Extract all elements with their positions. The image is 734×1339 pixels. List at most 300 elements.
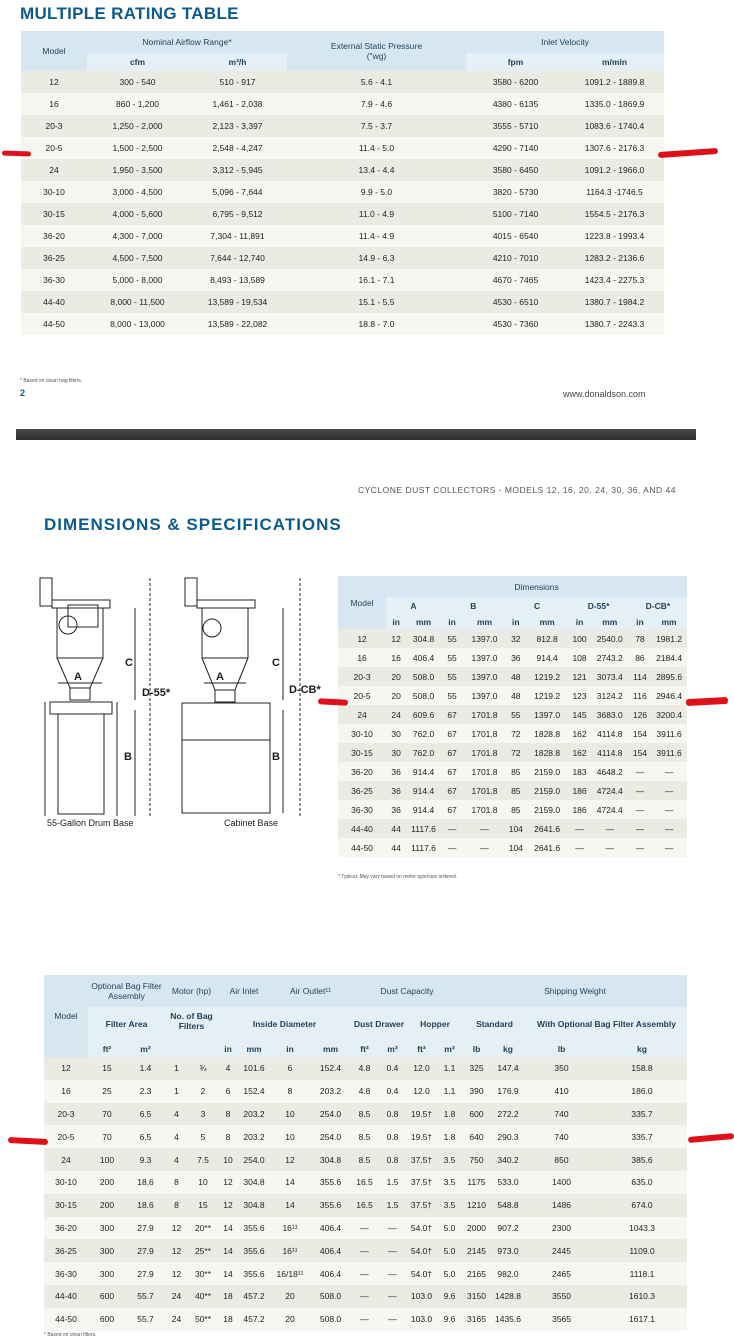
esp-unit: ("wg): [366, 51, 387, 61]
table-cell: 20-5: [21, 137, 87, 159]
table-cell: 9.9 - 5.0: [287, 181, 466, 203]
caption-drum-base: 55-Gallon Drum Base: [47, 818, 134, 828]
table-cell: 5,000 - 8,000: [87, 269, 188, 291]
table-cell: 3150: [463, 1285, 490, 1308]
table-cell: 36-30: [44, 1262, 88, 1285]
table-cell: 8: [165, 1171, 188, 1194]
table-row: [338, 667, 687, 686]
table-cell: —: [378, 1217, 407, 1240]
table-cell: 1.5: [378, 1171, 407, 1194]
table-row: [21, 247, 664, 269]
table-cell: 4.8: [351, 1057, 378, 1080]
table-cell: 4.8: [351, 1080, 378, 1103]
table-cell: 4: [218, 1057, 238, 1080]
table-cell: 254.0: [310, 1125, 351, 1148]
table-cell: 114: [629, 667, 651, 686]
spec-col-dust-capacity: Dust Capacity: [351, 975, 463, 1007]
table-cell: 20: [386, 686, 406, 705]
table-row: [44, 1103, 687, 1126]
table-cell: 8,493 - 13,589: [188, 269, 287, 291]
table-cell: 10: [188, 1171, 218, 1194]
dim-unit-header: mm: [526, 614, 569, 629]
diagram-label-dcb: D-CB*: [289, 684, 321, 696]
table-cell: 16¹¹: [270, 1239, 310, 1262]
table-cell: 410: [526, 1080, 597, 1103]
table-cell: 14: [270, 1171, 310, 1194]
col-mmin: m/min: [565, 53, 664, 71]
table-cell: 2: [188, 1080, 218, 1103]
table-cell: 20: [386, 667, 406, 686]
table-cell: 186.0: [597, 1080, 687, 1103]
col-cfm: cfm: [87, 53, 188, 71]
table-cell: 103.0: [407, 1285, 436, 1308]
table-cell: 36-25: [338, 781, 386, 800]
table-cell: —: [629, 838, 651, 857]
table-cell: 16: [338, 648, 386, 667]
table-cell: 3565: [526, 1308, 597, 1331]
table-cell: 973.0: [490, 1239, 526, 1262]
table-cell: 55.7: [126, 1308, 165, 1331]
table-row: [44, 1262, 687, 1285]
table-cell: 116: [629, 686, 651, 705]
table-cell: 1307.6 - 2176.3: [565, 137, 664, 159]
table-cell: 457.2: [238, 1285, 270, 1308]
table-cell: 6: [270, 1057, 310, 1080]
table-cell: —: [463, 819, 506, 838]
table-cell: 3,312 - 5,945: [188, 159, 287, 181]
table-cell: 6: [218, 1080, 238, 1103]
table-cell: 24: [165, 1308, 188, 1331]
table-row: [21, 269, 664, 291]
table-cell: —: [378, 1239, 407, 1262]
table-row: [338, 724, 687, 743]
table-row: [44, 1308, 687, 1331]
table-cell: 14: [218, 1262, 238, 1285]
table-cell: 2145: [463, 1239, 490, 1262]
table-row: [21, 137, 664, 159]
table-cell: 300 - 540: [87, 71, 188, 93]
table-row: [338, 838, 687, 857]
highlight-mark-left: [2, 150, 31, 156]
table-cell: 203.2: [238, 1125, 270, 1148]
spec-col-model: Model: [44, 975, 88, 1057]
table-cell: 147.4: [490, 1057, 526, 1080]
table-cell: 300: [88, 1262, 126, 1285]
table-cell: 12: [21, 71, 87, 93]
table-cell: 1043.3: [597, 1217, 687, 1240]
table-cell: 1380.7 - 1984.2: [565, 291, 664, 313]
table-cell: 158.8: [597, 1057, 687, 1080]
table-cell: 304.8: [238, 1194, 270, 1217]
table-cell: 5.0: [436, 1217, 463, 1240]
table-cell: 11.4 - 4.9: [287, 225, 466, 247]
table-cell: 2465: [526, 1262, 597, 1285]
table-cell: 30-15: [338, 743, 386, 762]
table-cell: 1701.8: [463, 800, 506, 819]
table-cell: 600: [88, 1308, 126, 1331]
table-cell: —: [351, 1262, 378, 1285]
table-cell: 8: [270, 1080, 310, 1103]
table-cell: —: [378, 1262, 407, 1285]
table-cell: 907.2: [490, 1217, 526, 1240]
table-cell: 1.8: [436, 1125, 463, 1148]
table-cell: 850: [526, 1148, 597, 1171]
table-cell: 154: [629, 743, 651, 762]
table-cell: 36-30: [338, 800, 386, 819]
website-url: www.donaldson.com: [563, 389, 646, 399]
table-cell: 304.8: [406, 629, 441, 648]
table-cell: 1118.1: [597, 1262, 687, 1285]
table-cell: —: [651, 838, 687, 857]
dimensions-title: DIMENSIONS & SPECIFICATIONS: [44, 515, 342, 534]
table-cell: 4670 - 7465: [466, 269, 565, 291]
spec-col-air-inlet: Air Inlet: [218, 975, 270, 1007]
table-cell: 812.8: [526, 629, 569, 648]
table-cell: 44: [386, 838, 406, 857]
table-cell: 186: [568, 781, 590, 800]
table-cell: 103.0: [407, 1308, 436, 1331]
table-cell: 86: [629, 648, 651, 667]
table-cell: 390: [463, 1080, 490, 1103]
esp-label: External Static Pressure: [330, 41, 423, 51]
dim-group-header: D-55*: [568, 597, 628, 614]
table-cell: 36: [506, 648, 526, 667]
table-cell: 30: [386, 743, 406, 762]
table-cell: 5: [188, 1125, 218, 1148]
table-cell: 15.1 - 5.5: [287, 291, 466, 313]
table-cell: 304.8: [238, 1171, 270, 1194]
table-row: [338, 629, 687, 648]
table-cell: 36-20: [338, 762, 386, 781]
table-cell: 1109.0: [597, 1239, 687, 1262]
table-cell: 740: [526, 1125, 597, 1148]
table-cell: 8: [218, 1103, 238, 1126]
table-cell: 1083.6 - 1740.4: [565, 115, 664, 137]
table-cell: 67: [441, 800, 463, 819]
table-cell: 20: [270, 1308, 310, 1331]
table-cell: 254.0: [238, 1148, 270, 1171]
table-cell: —: [651, 781, 687, 800]
table-cell: 335.7: [597, 1103, 687, 1126]
table-cell: 37.5†: [407, 1148, 436, 1171]
table-cell: 152.4: [238, 1080, 270, 1103]
table-cell: —: [463, 838, 506, 857]
table-cell: 0.4: [378, 1080, 407, 1103]
table-cell: 3: [188, 1103, 218, 1126]
table-row: [21, 71, 664, 93]
table-row: [338, 819, 687, 838]
table-cell: 8: [165, 1194, 188, 1217]
table-cell: 8: [218, 1125, 238, 1148]
table-cell: ¾: [188, 1057, 218, 1080]
table-cell: 4530 - 6510: [466, 291, 565, 313]
table-cell: —: [568, 838, 590, 857]
table-cell: 121: [568, 667, 590, 686]
table-cell: 20**: [188, 1217, 218, 1240]
table-cell: 18: [218, 1308, 238, 1331]
table-cell: 36-25: [21, 247, 87, 269]
table-cell: 10: [270, 1103, 310, 1126]
table-cell: —: [629, 762, 651, 781]
table-cell: 20-3: [44, 1103, 88, 1126]
table-cell: 1.1: [436, 1080, 463, 1103]
col-fpm: fpm: [466, 53, 565, 71]
table-cell: 16/18¹¹: [270, 1262, 310, 1285]
table-cell: 457.2: [238, 1308, 270, 1331]
spec-col-filter-area: Filter Area: [88, 1007, 165, 1041]
table-cell: 762.0: [406, 724, 441, 743]
spec-unit-header: lb: [526, 1041, 597, 1057]
dim-unit-header: in: [386, 614, 406, 629]
table-cell: 254.0: [310, 1103, 351, 1126]
highlight-mark-right: [658, 148, 718, 158]
dimensions-table: [338, 576, 687, 857]
table-cell: 1: [165, 1057, 188, 1080]
table-cell: —: [629, 819, 651, 838]
table-cell: 24: [338, 705, 386, 724]
table-cell: 20-3: [21, 115, 87, 137]
table-cell: 406.4: [310, 1217, 351, 1240]
table-cell: 1380.7 - 2243.3: [565, 313, 664, 335]
table-cell: —: [591, 819, 629, 838]
table-cell: 4: [165, 1148, 188, 1171]
table-cell: 4530 - 7360: [466, 313, 565, 335]
dim-unit-header: in: [506, 614, 526, 629]
table-cell: 1117.6: [406, 819, 441, 838]
table-cell: 5100 - 7140: [466, 203, 565, 225]
col-model: Model: [21, 31, 87, 71]
table-cell: 3580 - 6200: [466, 71, 565, 93]
table-cell: 1701.8: [463, 724, 506, 743]
table-cell: 510 - 917: [188, 71, 287, 93]
table-row: [21, 225, 664, 247]
spec-col-no-bag-filters: No. of Bag Filters: [165, 1007, 218, 1057]
table-cell: 982.0: [490, 1262, 526, 1285]
spec-col-standard: Standard: [463, 1007, 526, 1041]
table-cell: 6,795 - 9,512: [188, 203, 287, 225]
table-cell: —: [351, 1239, 378, 1262]
table-cell: 18: [218, 1285, 238, 1308]
table-cell: —: [629, 781, 651, 800]
table-cell: 3200.4: [651, 705, 687, 724]
table-cell: 85: [506, 762, 526, 781]
table-cell: 1,250 - 2,000: [87, 115, 188, 137]
table-cell: 12: [386, 629, 406, 648]
spec-col-dust-drawer: Dust Drawer: [351, 1007, 407, 1041]
spec-unit-header: ft³: [407, 1041, 436, 1057]
table-cell: 2445: [526, 1239, 597, 1262]
table-cell: 4724.4: [591, 800, 629, 819]
table-cell: 70: [88, 1103, 126, 1126]
table-cell: 3820 - 5730: [466, 181, 565, 203]
table-cell: 1701.8: [463, 705, 506, 724]
table-cell: 72: [506, 724, 526, 743]
page-number: 2: [20, 388, 26, 398]
table-cell: 1397.0: [463, 648, 506, 667]
table-cell: 7.9 - 4.6: [287, 93, 466, 115]
table-cell: 16: [386, 648, 406, 667]
dim-unit-header: mm: [406, 614, 441, 629]
table-cell: 15: [88, 1057, 126, 1080]
table-cell: 0.8: [378, 1103, 407, 1126]
table-cell: 4,000 - 5,600: [87, 203, 188, 225]
table-cell: 2743.2: [591, 648, 629, 667]
table-row: [44, 1171, 687, 1194]
multiple-rating-title: MULTIPLE RATING TABLE: [20, 4, 239, 23]
table-row: [338, 648, 687, 667]
table-cell: 750: [463, 1148, 490, 1171]
table-cell: 1828.8: [526, 724, 569, 743]
table-cell: 1981.2: [651, 629, 687, 648]
table-cell: 2641.6: [526, 819, 569, 838]
table-cell: 3073.4: [591, 667, 629, 686]
table-cell: 3.5: [436, 1194, 463, 1217]
table-cell: 30**: [188, 1262, 218, 1285]
table-cell: 3683.0: [591, 705, 629, 724]
table-cell: 300: [88, 1217, 126, 1240]
table-cell: 1423.4 - 2275.3: [565, 269, 664, 291]
dim-unit-header: mm: [651, 614, 687, 629]
table-row: [338, 762, 687, 781]
table-cell: 100: [88, 1148, 126, 1171]
table-cell: 4,500 - 7,500: [87, 247, 188, 269]
table-cell: 1617.1: [597, 1308, 687, 1331]
table-cell: 508.0: [406, 667, 441, 686]
table-cell: 5,096 - 7,644: [188, 181, 287, 203]
table-cell: 1091.2 - 1889.8: [565, 71, 664, 93]
specifications-table-body: [44, 1057, 687, 1331]
col-m3h: m³/h: [188, 53, 287, 71]
table-cell: 1554.5 - 2176.3: [565, 203, 664, 225]
table-cell: 4,300 - 7,000: [87, 225, 188, 247]
table-cell: 406.4: [310, 1239, 351, 1262]
collector-diagrams: [30, 570, 340, 835]
specifications-table: [44, 975, 687, 1331]
table-cell: 1283.2 - 2136.6: [565, 247, 664, 269]
table-row: [44, 1148, 687, 1171]
table-cell: 8.5: [351, 1103, 378, 1126]
table-cell: 508.0: [310, 1308, 351, 1331]
table-cell: 2184.4: [651, 648, 687, 667]
table-cell: 6.5: [126, 1125, 165, 1148]
table-cell: 44-50: [44, 1308, 88, 1331]
table-cell: 914.4: [526, 648, 569, 667]
table-cell: 5.6 - 4.1: [287, 71, 466, 93]
table-cell: 3550: [526, 1285, 597, 1308]
table-cell: 4: [165, 1125, 188, 1148]
table-row: [44, 1217, 687, 1240]
table-cell: 18.6: [126, 1171, 165, 1194]
table-cell: 44-40: [338, 819, 386, 838]
table-cell: 55: [506, 705, 526, 724]
table-cell: 609.6: [406, 705, 441, 724]
table-cell: 85: [506, 800, 526, 819]
table-cell: 85: [506, 781, 526, 800]
page-divider: [16, 429, 696, 440]
table-cell: 16: [44, 1080, 88, 1103]
table-cell: 304.8: [310, 1148, 351, 1171]
table-cell: 30: [386, 724, 406, 743]
table-cell: 7,304 - 11,891: [188, 225, 287, 247]
dimensions-footnote: * Typical. May vary based on motor type/size ordered.: [338, 874, 458, 880]
table-cell: 30-15: [21, 203, 87, 225]
table-cell: 355.6: [238, 1217, 270, 1240]
table-cell: 1610.3: [597, 1285, 687, 1308]
dim-col-model: Model: [338, 576, 386, 629]
table-cell: 20-5: [338, 686, 386, 705]
table-cell: 12: [165, 1262, 188, 1285]
table-row: [338, 800, 687, 819]
spec-unit-header: m²: [126, 1041, 165, 1057]
table-cell: 10: [270, 1125, 310, 1148]
table-cell: 152.4: [310, 1057, 351, 1080]
table-cell: 1210: [463, 1194, 490, 1217]
table-cell: 67: [441, 781, 463, 800]
diagram-label-c-drum: C: [125, 657, 133, 669]
table-cell: 1,500 - 2,500: [87, 137, 188, 159]
table-cell: 740: [526, 1103, 597, 1126]
caption-cabinet-base: Cabinet Base: [224, 818, 279, 828]
spec-unit-header: m³: [436, 1041, 463, 1057]
table-cell: 3.5: [436, 1171, 463, 1194]
table-cell: —: [591, 838, 629, 857]
table-cell: 37.5†: [407, 1171, 436, 1194]
spec-unit-header: ft²: [88, 1041, 126, 1057]
drum-base-collector-drawing: [40, 578, 117, 816]
table-cell: —: [568, 819, 590, 838]
diagram-label-d55: D-55*: [142, 687, 171, 699]
table-row: [338, 705, 687, 724]
table-cell: 37.5†: [407, 1194, 436, 1217]
table-cell: 25**: [188, 1239, 218, 1262]
spec-col-hopper: Hopper: [407, 1007, 463, 1041]
highlight-mark-left: [8, 1137, 48, 1145]
table-row: [338, 743, 687, 762]
table-cell: 44: [386, 819, 406, 838]
table-cell: 2159.0: [526, 800, 569, 819]
table-cell: 674.0: [597, 1194, 687, 1217]
table-cell: 20-3: [338, 667, 386, 686]
table-cell: 27.9: [126, 1262, 165, 1285]
table-cell: —: [651, 762, 687, 781]
table-cell: 27.9: [126, 1217, 165, 1240]
table-cell: 10: [218, 1148, 238, 1171]
table-cell: 350: [526, 1057, 597, 1080]
table-cell: 176.9: [490, 1080, 526, 1103]
table-cell: 1397.0: [463, 686, 506, 705]
col-nominal-airflow: Nominal Airflow Range*: [87, 31, 287, 53]
diagram-label-b-drum: B: [124, 751, 132, 763]
dim-group-header: B: [441, 597, 506, 614]
table-cell: 1828.8: [526, 743, 569, 762]
table-cell: 19.5†: [407, 1125, 436, 1148]
table-cell: 54.0†: [407, 1217, 436, 1240]
table-row: [44, 1194, 687, 1217]
table-cell: 1400: [526, 1171, 597, 1194]
table-cell: 12.0: [407, 1080, 436, 1103]
table-cell: 1,461 - 2,038: [188, 93, 287, 115]
table-cell: 4114.8: [591, 743, 629, 762]
table-cell: 67: [441, 705, 463, 724]
table-cell: 54.0†: [407, 1239, 436, 1262]
table-cell: 48: [506, 686, 526, 705]
table-cell: 4114.8: [591, 724, 629, 743]
table-cell: 13,589 - 22,082: [188, 313, 287, 335]
dim-group-header: D-CB*: [629, 597, 687, 614]
spec-unit-header: kg: [490, 1041, 526, 1057]
table-cell: 1.1: [436, 1057, 463, 1080]
table-row: [21, 159, 664, 181]
